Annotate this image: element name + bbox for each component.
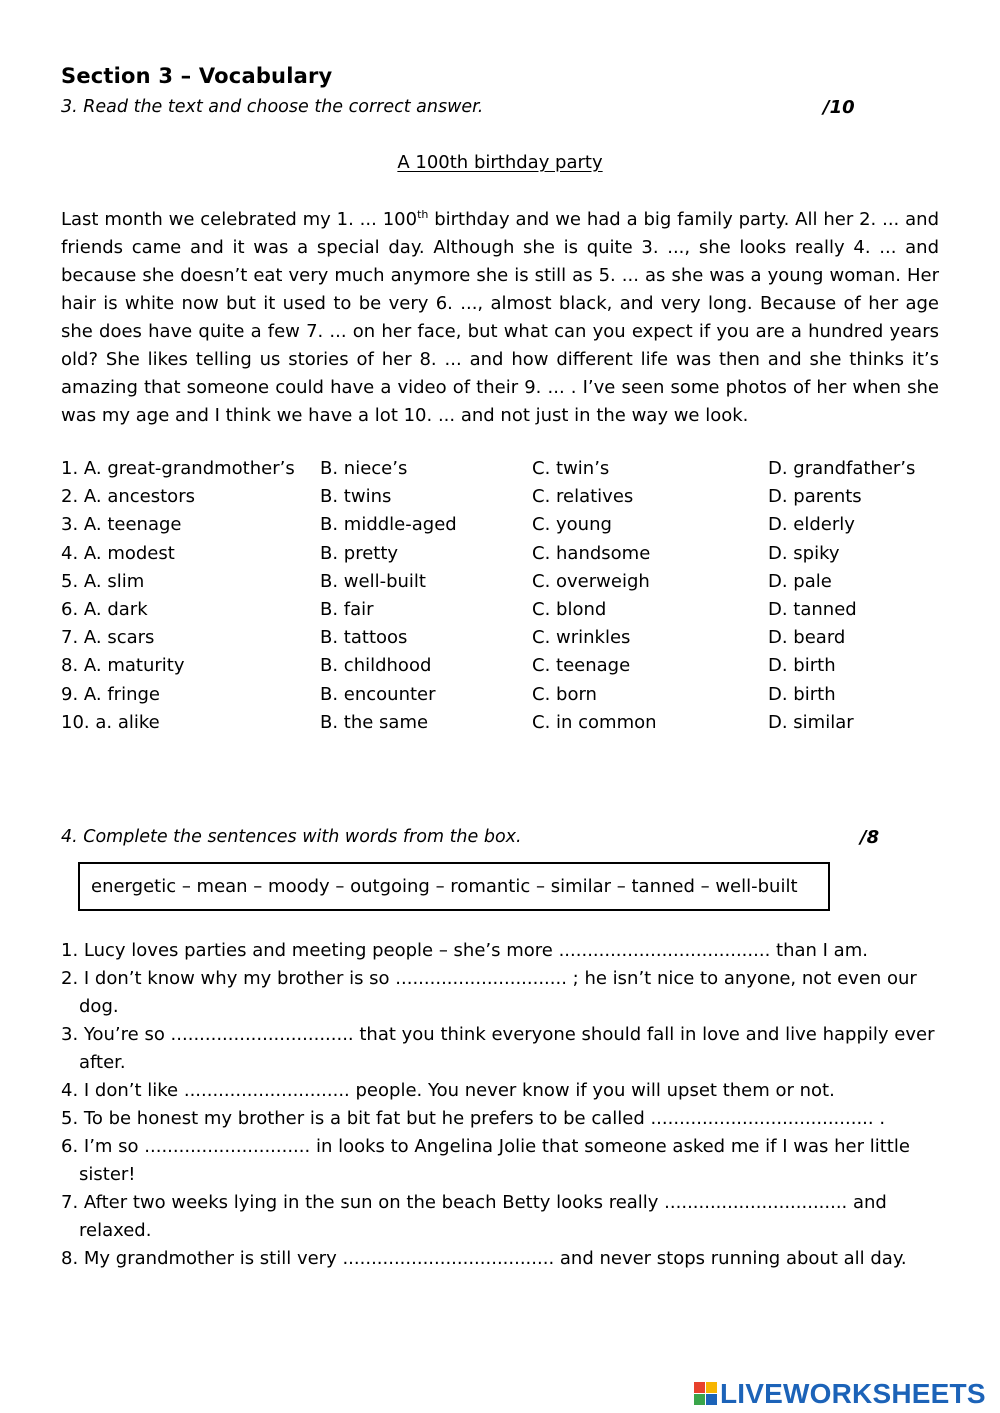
story-title: A 100th birthday party: [397, 152, 603, 173]
option-d: D. spiky: [768, 542, 840, 564]
option-row: [61, 655, 961, 683]
option-a: 3. A. teenage: [61, 514, 182, 536]
option-b: B. the same: [320, 711, 429, 733]
sentence-item: 2. I don’t know why my brother is so .............................. ; he isn’t nice to anyone, not even our dog.: [61, 968, 917, 1017]
option-a: 8. A. maturity: [61, 655, 185, 677]
option-d: D. beard: [768, 627, 846, 649]
option-a: 7. A. scars: [61, 627, 155, 649]
option-c: C. blond: [532, 598, 607, 620]
sentence-item: 6. I’m so ............................. in looks to Angelina Jolie that someone asked me if I was her little sister!: [61, 1136, 910, 1185]
answer-options-table: [61, 458, 961, 740]
option-c: C. young: [532, 514, 612, 536]
option-c: C. in common: [532, 711, 657, 733]
option-d: D. elderly: [768, 514, 855, 536]
option-a: 10. a. alike: [61, 711, 160, 733]
sentence-list: [61, 937, 941, 1273]
option-c: C. twin’s: [532, 458, 610, 479]
exercise-3-score: /10: [823, 97, 855, 118]
option-b: B. fair: [320, 598, 374, 620]
option-row: [61, 571, 961, 599]
option-a: 4. A. modest: [61, 542, 175, 564]
option-c: C. wrinkles: [532, 627, 631, 649]
sentence-item: 3. You’re so ................................ that you think everyone should fall in love and live happily ever after.: [61, 1024, 935, 1073]
option-b: B. middle-aged: [320, 514, 457, 536]
exercise-4-instruction: 4. Complete the sentences with words from the box.: [61, 827, 522, 847]
option-d: D. grandfather’s: [768, 458, 916, 479]
option-c: C. teenage: [532, 655, 631, 677]
option-a: 2. A. ancestors: [61, 486, 195, 508]
option-row: [61, 599, 961, 627]
option-row: [61, 543, 961, 571]
option-c: C. overweigh: [532, 570, 650, 592]
option-c: C. handsome: [532, 542, 651, 564]
sentence-item: 1. Lucy loves parties and meeting people – she’s more ..................................... than I am.: [61, 940, 868, 961]
sentence-item: 5. To be honest my brother is a bit fat but he prefers to be called ....................................... .: [61, 1108, 886, 1129]
logo-block: [694, 1394, 705, 1405]
option-b: B. niece’s: [320, 458, 408, 479]
option-d: D. parents: [768, 486, 862, 508]
sentence-item: 4. I don’t like ............................. people. You never know if you will upset them or not.: [61, 1080, 835, 1101]
option-row: [61, 627, 961, 655]
story-paragraph: Last month we celebrated my 1. ... 100th birthday and we had a big family party. All her 2. ... and friends came and it was a special day. Although she is quite 3. ..., she looks really 4. ... and because she doesn’t eat very much anymore she is still as 5. ... as she was a young woman. Her hair is white now but it used to be very 6. ..., almost black, and very long. Because of her age she does have quite a few 7. ... on her face, but what can you expect if you are a hundred years old? She likes telling us stories of her 8. ... and how different life was then and she thinks it’s amazing that someone could have a video of their 9. ... . I’ve seen some photos of her when she was my age and I think we have a lot 10. ... and not just in the way we look.: [61, 208, 939, 426]
sentence-item: 8. My grandmother is still very ..................................... and never stops running about all day.: [61, 1248, 907, 1269]
option-d: D. similar: [768, 711, 854, 733]
section-title: Section 3 – Vocabulary: [61, 64, 333, 88]
logo-text: LIVEWORKSHEETS: [720, 1378, 986, 1409]
option-b: B. childhood: [320, 655, 432, 677]
option-row: [61, 458, 961, 486]
option-b: B. twins: [320, 486, 392, 508]
option-b: B. well-built: [320, 570, 426, 592]
option-a: 9. A. fringe: [61, 683, 160, 705]
option-d: D. birth: [768, 655, 836, 677]
option-d: D. tanned: [768, 598, 857, 620]
option-row: [61, 514, 961, 542]
option-b: B. pretty: [320, 542, 399, 564]
logo-block: [706, 1394, 717, 1405]
option-c: C. born: [532, 683, 597, 705]
option-c: C. relatives: [532, 486, 634, 508]
option-d: D. pale: [768, 570, 832, 592]
logo-blocks-icon: [694, 1382, 718, 1406]
option-b: B. tattoos: [320, 627, 408, 649]
sentence-item: 7. After two weeks lying in the sun on the beach Betty looks really ................................ and relaxed.: [61, 1192, 887, 1241]
logo-block: [694, 1382, 705, 1393]
word-box: energetic – mean – moody – outgoing – romantic – similar – tanned – well-built: [78, 862, 830, 911]
option-row: [61, 486, 961, 514]
logo-block: [706, 1382, 717, 1393]
option-row: [61, 712, 961, 740]
option-a: 1. A. great-grandmother’s: [61, 458, 295, 479]
option-a: 6. A. dark: [61, 598, 148, 620]
option-a: 5. A. slim: [61, 570, 145, 592]
liveworksheets-logo[interactable]: [694, 1378, 986, 1410]
exercise-4-score: /8: [860, 827, 880, 848]
option-row: [61, 684, 961, 712]
option-d: D. birth: [768, 683, 836, 705]
option-b: B. encounter: [320, 683, 436, 705]
exercise-3-instruction: 3. Read the text and choose the correct answer.: [61, 97, 484, 117]
